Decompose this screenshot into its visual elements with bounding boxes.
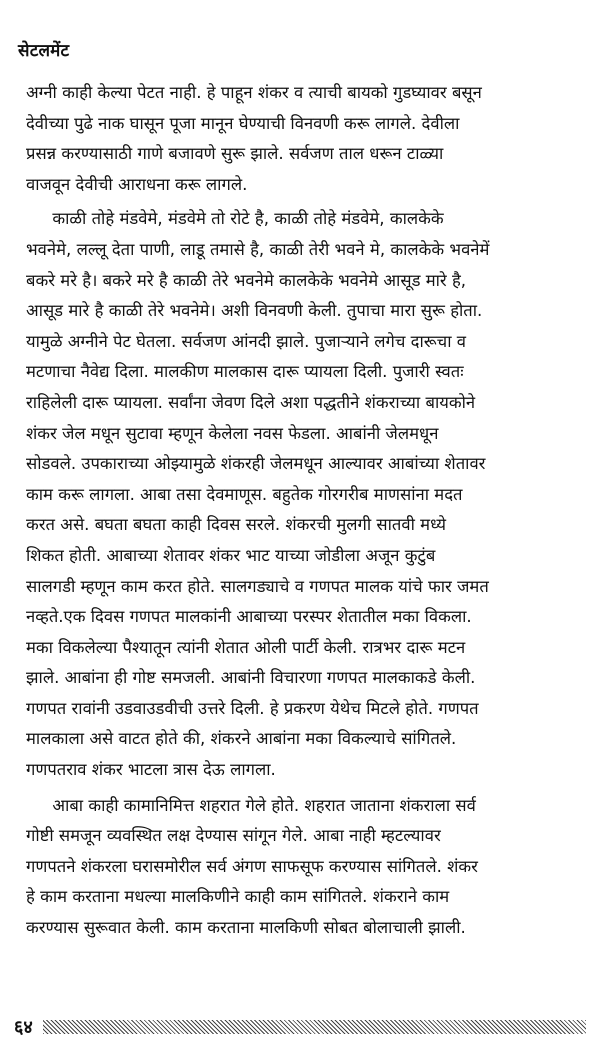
text-line: राहिलेली दारू प्यायला. सर्वांना जेवण दिले अशा पद्धतीने शंकराच्या बायकोने — [26, 392, 476, 412]
paragraph-3 — [26, 791, 588, 944]
page-number: ६४ — [14, 1017, 33, 1038]
text-line: गणपतराव शंकर भाटला त्रास देऊ लागला. — [26, 760, 276, 780]
text-line: वाजवून देवीची आराधना करू लागले. — [26, 174, 248, 194]
text-line: आबा काही कामानिमित्त शहरात गेले होते. शहरात जाताना शंकराला सर्व — [26, 795, 476, 815]
text-line: गणपतने शंकरला घरासमोरील सर्व अंगण साफसूफ करण्यास सांगितले. शंकर — [26, 856, 478, 876]
text-line: देवीच्या पुढे नाक घासून पूजा मानून घेण्याची विनवणी करू लागले. देवीला — [26, 113, 460, 133]
running-header: सेटलमेंट — [18, 41, 70, 61]
text-line: गोष्टी समजून व्यवस्थित लक्ष देण्यास सांगून गेले. आबा नाही म्हटल्यावर — [26, 826, 441, 846]
paragraph-2 — [26, 204, 588, 785]
text-line: शंकर जेल मधून सुटावा म्हणून केलेला नवस फेडला. आबांनी जेलमधून — [26, 423, 439, 443]
footer-rule — [43, 1020, 586, 1034]
text-line: सालगडी म्हणून काम करत होते. सालगड्याचे व गणपत मालक यांचे फार जमत — [26, 576, 489, 596]
text-line: मका विकलेल्या पैश्यातून त्यांनी शेतात ओली पार्टी केली. रात्रभर दारू मटन — [26, 637, 466, 657]
text-line: करण्यास सुरूवात केली. काम करताना मालकिणी सोबत बोलाचाली झाली. — [26, 918, 466, 938]
text-line: झाले. आबांना ही गोष्ट समजली. आबांनी विचारणा गणपत मालकाकडे केली. — [26, 668, 476, 688]
body-text — [26, 78, 588, 944]
text-line: यामुळे अग्नीने पेट घेतला. सर्वजण आंनदी झाले. पुजाऱ्याने लगेच दारूचा व — [26, 331, 467, 351]
text-line: भवनेमे, लल्लू देता पाणी, लाडू तमासे है, काळी तेरी भवने मे, कालकेके भवनेमें — [26, 239, 490, 259]
paragraph-1 — [26, 78, 588, 200]
text-line: गणपत रावांनी उडवाउडवीची उत्तरे दिली. हे प्रकरण येथेच मिटले होते. गणपत — [26, 698, 479, 718]
text-line: शिकत होती. आबाच्या शेतावर शंकर भाट याच्या जोडीला अजून कुटुंब — [26, 545, 436, 565]
page-footer — [14, 1014, 586, 1040]
text-line: नव्हते.एक दिवस गणपत मालकांनी आबाच्या परस्पर शेतातील मका विकला. — [26, 607, 472, 627]
text-line: सोडवले. उपकाराच्या ओझ्यामुळे शंकरही जेलमधून आल्यावर आबांच्या शेतावर — [26, 454, 486, 474]
text-line: काम करू लागला. आबा तसा देवमाणूस. बहुतेक गोरगरीब माणसांना मदत — [26, 484, 463, 504]
text-line: अग्नी काही केल्या पेटत नाही. हे पाहून शंकर व त्याची बायको गुडघ्यावर बसून — [26, 83, 482, 102]
text-line: मालकाला असे वाटत होते की, शंकरने आबांना मका विकल्याचे सांगितले. — [26, 729, 457, 749]
text-line: प्रसन्न करण्यासाठी गाणे बजावणे सुरू झाले. सर्वजण ताल धरून टाळ्या — [26, 144, 444, 164]
text-line: हे काम करताना मधल्या मालकिणीने काही काम सांगितले. शंकराने काम — [26, 887, 450, 907]
text-line: मटणाचा नैवेद्य दिला. मालकीण मालकास दारू प्यायला दिली. पुजारी स्वतः — [26, 362, 464, 382]
text-line: काळी तोहे मंडवेमे, मंडवेमे तो रोटे है, काळी तोहे मंडवेमे, कालकेके — [26, 209, 444, 229]
text-line: आसूड मारे है काळी तेरे भवनेमे। अशी विनवणी केली. तुपाचा मारा सुरू होता. — [26, 301, 483, 321]
text-line: बकरे मरे है। बकरे मरे है काळी तेरे भवनेमे कालकेके भवनेमे आसूड मारे है, — [26, 270, 467, 290]
text-line: करत असे. बघता बघता काही दिवस सरले. शंकरची मुलगी सातवी मध्ये — [26, 515, 446, 535]
